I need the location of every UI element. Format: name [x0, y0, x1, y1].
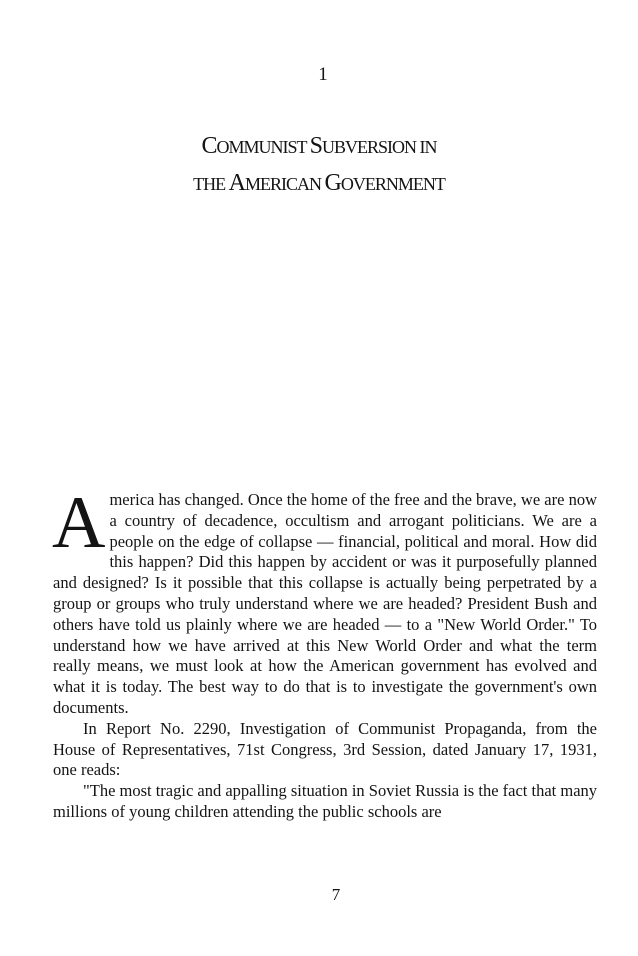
drop-cap: A — [52, 482, 106, 564]
title-small-caps-text: OVERNMENT — [340, 174, 445, 194]
title-small-caps-text: MERICAN — [244, 174, 325, 194]
chapter-title-line-1 — [0, 128, 638, 165]
body-text — [52, 482, 598, 823]
paragraph-intro-text: merica has changed. Once the home of the free and the brave, we are now a country of decadence, occultism and arrogant politicians. We are a people on the edge of collapse — financial, political and moral. How did this happen? Did this happen by accident or was it purposefully planned and designed? Is it possible that this collapse is actually being perpetrated by a group or groups who truly understand where we are headed? President Bush and others have told us plainly where we are headed — to a "New World Order." To understand how we have arrived at this New World Order and what the term really means, we must look at how the American government has evolved and what it is today. The best way to do that is to investigate the government's own documents. — [53, 490, 597, 717]
title-small-cap-letter: S — [309, 133, 323, 159]
title-small-cap-letter: G — [324, 170, 341, 196]
page-number: 7 — [331, 885, 341, 904]
paragraph-report: In Report No. 2290, Investigation of Communist Propaganda, from the House of Representatives, 71st Congress, 3rd Session, dated January 17, 1931, one reads: — [53, 718, 597, 780]
chapter-title-line-2 — [0, 165, 638, 202]
title-small-caps-text: OMMUNIST — [216, 137, 310, 157]
chapter-number: 1 — [318, 64, 328, 85]
title-small-cap-letter: C — [201, 133, 217, 159]
paragraph-intro — [52, 482, 597, 719]
paragraph-quote: "The most tragic and appalling situation in Soviet Russia is the fact that many millions of young children attending the public schools are — [53, 781, 598, 821]
title-small-caps-text: UBVERSION IN — [322, 137, 437, 157]
chapter-title — [0, 128, 638, 202]
title-small-cap-letter: A — [228, 170, 245, 196]
title-small-caps-text: THE — [193, 174, 229, 194]
